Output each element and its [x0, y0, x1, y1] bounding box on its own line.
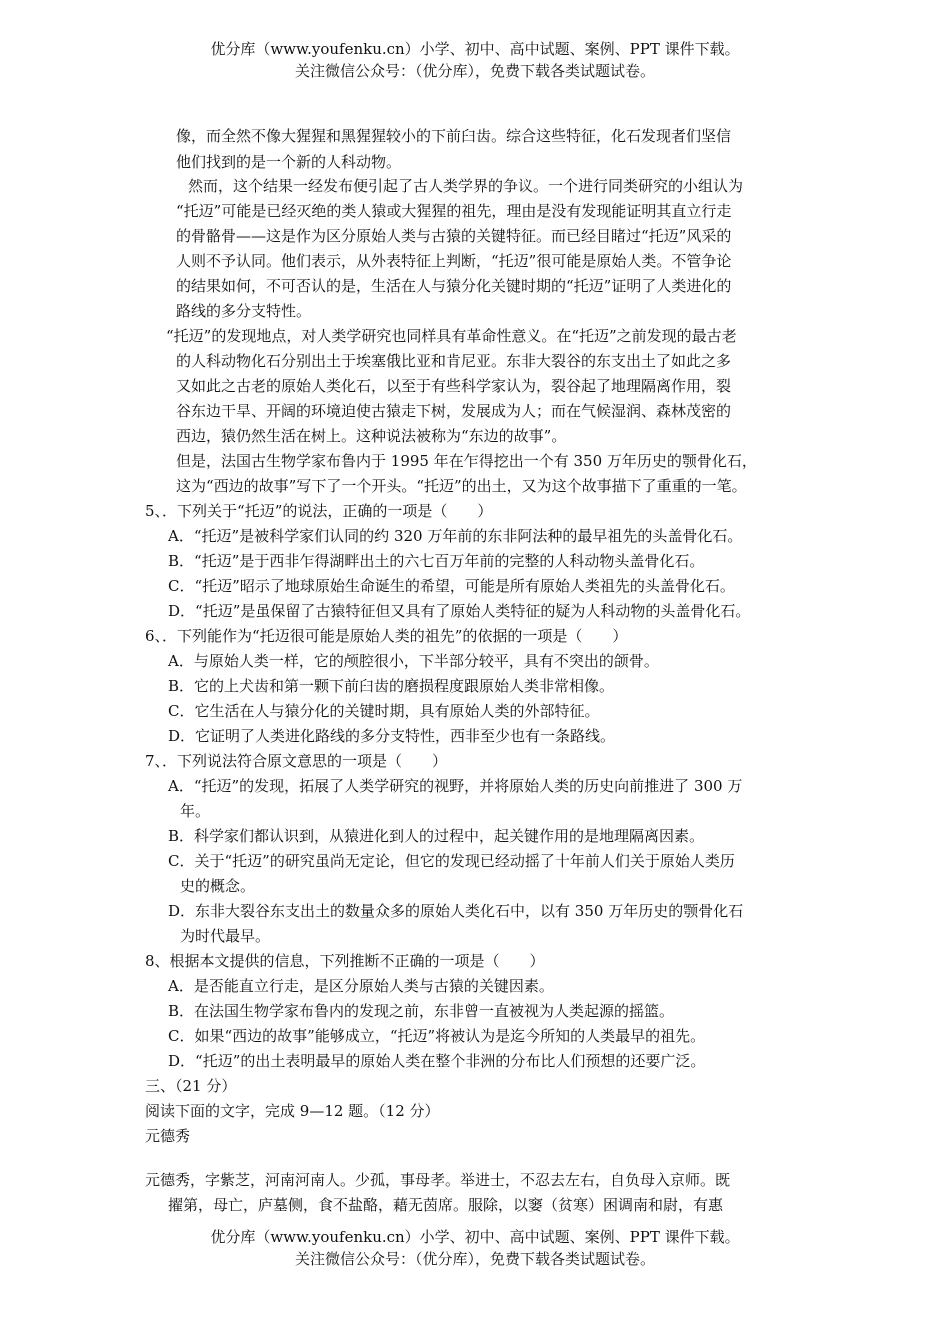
- question-7-option-b: B．科学家们都认识到，从猿进化到人的过程中，起关键作用的是地理隔离因素。: [168, 827, 705, 845]
- passage-line: 又如此之古老的原始人类化石，以至于有些科学家认为，裂谷起了地理隔离作用，裂: [176, 377, 732, 395]
- question-5-stem: 5、．下列关于“托迈”的说法，正确的一项是（ ）: [145, 502, 493, 520]
- question-8-option-b: B．在法国生物学家布鲁内的发现之前，东非曾一直被视为人类起源的摇篮。: [168, 1002, 675, 1020]
- question-7-option-a: A．“托迈”的发现，拓展了人类学研究的视野，并将原始人类的历史向前推进了 300 万: [168, 777, 743, 795]
- question-6-option-c: C．它生活在人与猿分化的关键时期，具有原始人类的外部特征。: [168, 702, 600, 720]
- passage-line: 的结果如何，不可否认的是，生活在人与猿分化关键时期的“托迈”证明了人类进化的: [176, 277, 732, 295]
- question-5-option-b: B．“托迈”是于西非乍得湖畔出土的六七百万年前的完整的人科动物头盖骨化石。: [168, 552, 705, 570]
- footer-line-1: 优分库（www.youfenku.cn）小学、初中、高中试题、案例、PPT 课件下载。: [210, 1228, 740, 1246]
- passage-line: 谷东边干旱、开阔的环境迫使古猿走下树，发展成为人；而在气候湿润、森林茂密的: [176, 402, 732, 420]
- question-7-option-d: D．东非大裂谷东支出土的数量众多的原始人类化石中，以有 350 万年历史的颚骨化石: [168, 902, 744, 920]
- question-5-option-a: A．“托迈”是被科学家们认同的约 320 万年前的东非阿法种的最早祖先的头盖骨化石。: [168, 527, 743, 545]
- passage-line: “托迈”可能是已经灭绝的类人猿或大猩猩的祖先，理由是没有发现能证明其直立行走: [176, 202, 732, 220]
- passage-line: 路线的多分支特性。: [176, 302, 312, 320]
- passage-line: 的人科动物化石分别出土于埃塞俄比亚和肯尼亚。东非大裂谷的东支出土了如此之多: [176, 352, 732, 370]
- passage-line: 像，而全然不像大猩猩和黑猩猩较小的下前臼齿。综合这些特征，化石发现者们坚信: [176, 127, 732, 145]
- section-3-text-line: 擢第，母亡，庐墓侧，食不盐酪，藉无茵席。服除，以窭（贫寒）困调南和尉，有惠: [168, 1196, 724, 1214]
- question-8-option-a: A．是否能直立行走，是区分原始人类与古猿的关键因素。: [168, 977, 554, 995]
- page-header: [0, 38, 950, 82]
- question-5-option-c: C．“托迈”昭示了地球原始生命诞生的希望，可能是所有原始人类祖先的头盖骨化石。: [168, 577, 735, 595]
- passage-line: 但是，法国古生物学家布鲁内于 1995 年在乍得挖出一个有 350 万年历史的颚骨化石，: [176, 452, 757, 470]
- passage-line: 人则不予认同。他们表示，从外表特征上判断，“托迈”很可能是原始人类。不管争论: [176, 252, 732, 270]
- question-8-option-d: D．“托迈”的出土表明最早的原始人类在整个非洲的分布比人们预想的还要广泛。: [168, 1052, 706, 1070]
- page-footer: [0, 1226, 950, 1270]
- passage-line: 这为“西边的故事”写下了一个开头。“托迈”的出土，又为这个故事描下了重重的一笔。: [176, 477, 747, 495]
- passage-line: 他们找到的是一个新的人科动物。: [176, 153, 402, 171]
- header-line-2: 关注微信公众号：（优分库），免费下载各类试题试卷。: [294, 62, 655, 80]
- passage-line: “托迈”的发现地点，对人类学研究也同样具有革命性意义。在“托迈”之前发现的最古老: [166, 327, 737, 345]
- section-3-text-line: 元德秀，字紫芝，河南河南人。少孤，事母孝。举进士，不忍去左右，自负母入京师。既: [145, 1171, 731, 1189]
- question-7-stem: 7、．下列说法符合原文意思的一项是（ ）: [145, 752, 448, 770]
- header-line-1: 优分库（www.youfenku.cn）小学、初中、高中试题、案例、PPT 课件下载。: [210, 40, 740, 58]
- passage-line: 的骨骼骨——这是作为区分原始人类与古猿的关键特征。而已经目睹过“托迈”风采的: [176, 227, 732, 245]
- section-3-instruction: 阅读下面的文字，完成 9—12 题。（12 分）: [145, 1102, 440, 1120]
- passage-line: 西边，猿仍然生活在树上。这种说法被称为“东边的故事”。: [176, 427, 567, 445]
- question-7-option-a-cont: 年。: [180, 802, 211, 820]
- question-7-option-c: C．关于“托迈”的研究虽尚无定论，但它的发现已经动摇了十年前人们关于原始人类历: [168, 852, 735, 870]
- section-3-title: 元德秀: [145, 1127, 191, 1145]
- question-5-option-d: D．“托迈”是虽保留了古猿特征但又具有了原始人类特征的疑为人科动物的头盖骨化石。: [168, 602, 751, 620]
- section-3-heading: 三、（21 分）: [145, 1077, 237, 1095]
- question-7-option-d-cont: 为时代最早。: [180, 927, 271, 945]
- question-8-stem: 8、根据本文提供的信息，下列推断不正确的一项是（ ）: [145, 952, 545, 970]
- question-8-option-c: C．如果“西边的故事”能够成立，“托迈”将被认为是迄今所知的人类最早的祖先。: [168, 1027, 706, 1045]
- passage-line: 然而，这个结果一经发布便引起了古人类学界的争议。一个进行同类研究的小组认为: [188, 177, 744, 195]
- question-6-option-d: D．它证明了人类进化路线的多分支特性，西非至少也有一条路线。: [168, 727, 616, 745]
- footer-line-2: 关注微信公众号：（优分库），免费下载各类试题试卷。: [294, 1250, 655, 1268]
- question-6-stem: 6、．下列能作为“托迈很可能是原始人类的祖先”的依据的一项是（ ）: [145, 627, 628, 645]
- question-6-option-a: A．与原始人类一样，它的颅腔很小，下半部分较平，具有不突出的颌骨。: [168, 652, 659, 670]
- question-7-option-c-cont: 史的概念。: [180, 877, 256, 895]
- question-6-option-b: B．它的上犬齿和第一颗下前臼齿的磨损程度跟原始人类非常相像。: [168, 677, 615, 695]
